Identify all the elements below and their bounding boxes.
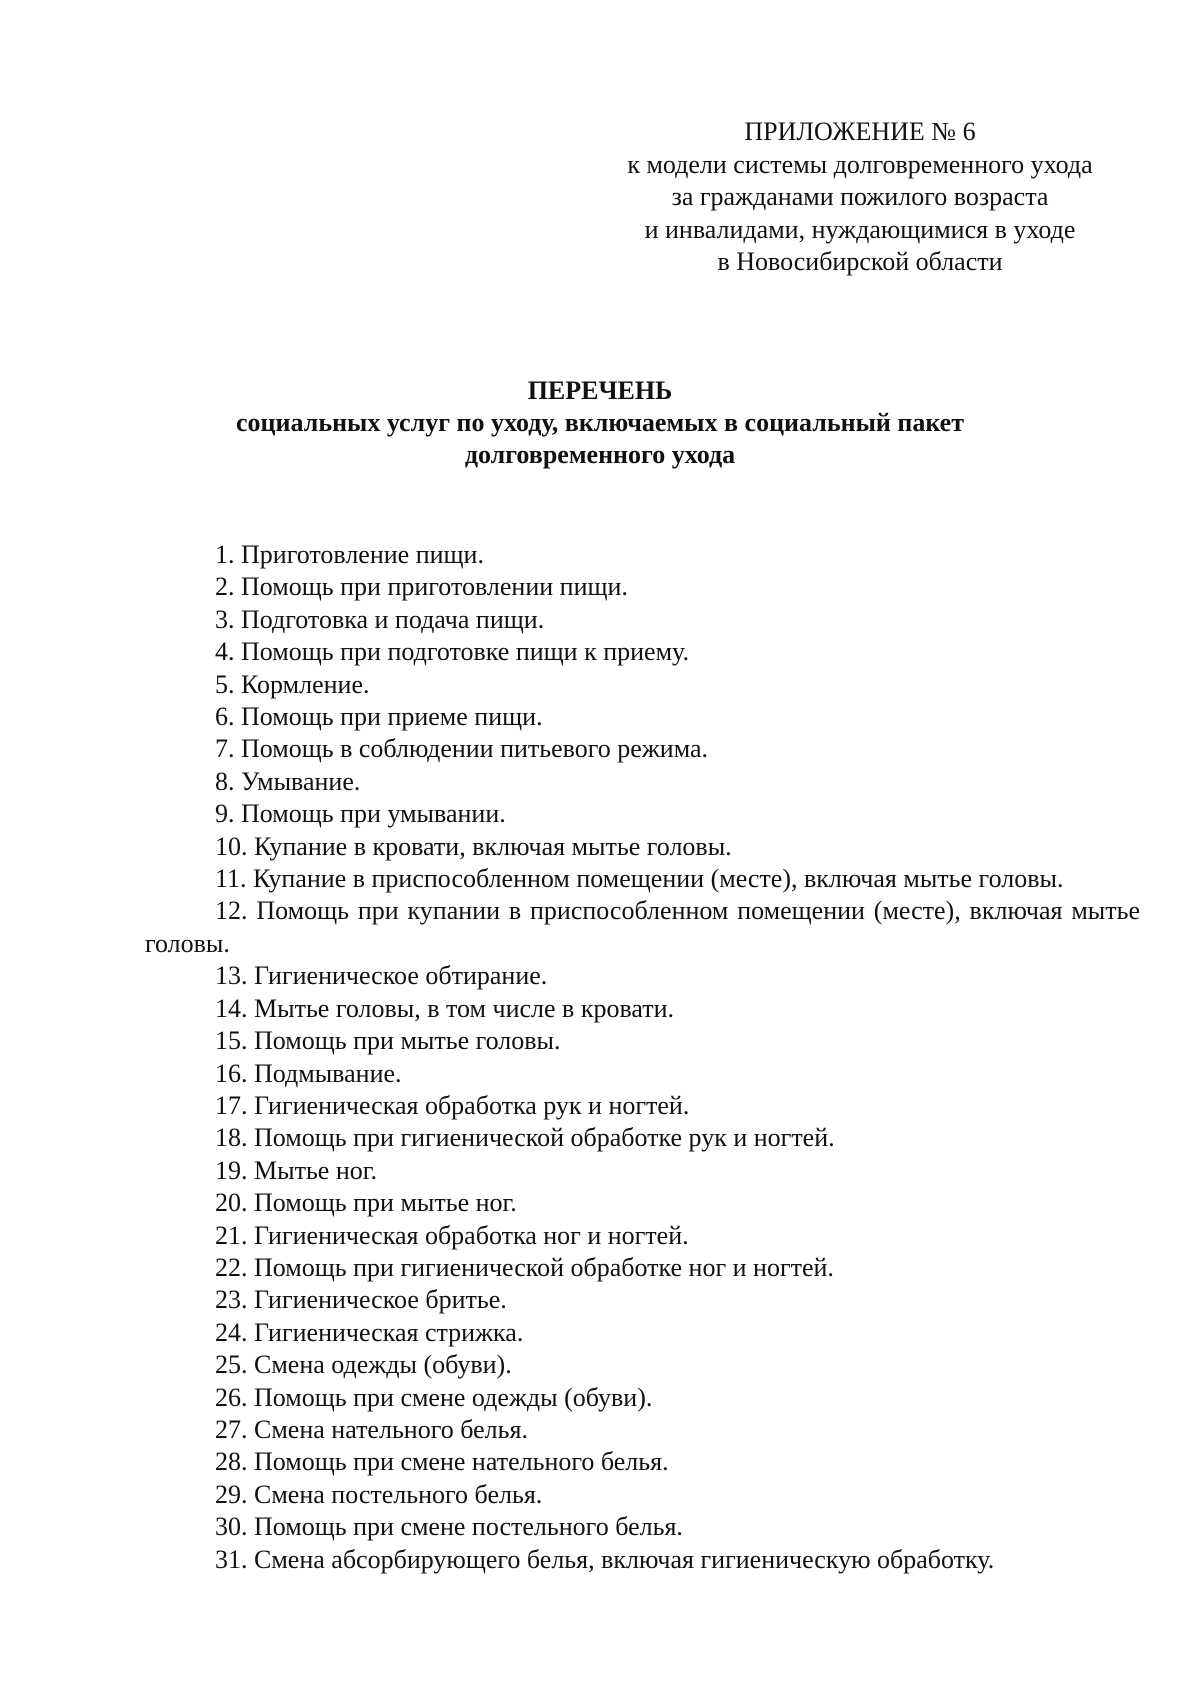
document-title — [145, 375, 1055, 471]
list-item: 2. Помощь при приготовлении пищи. — [215, 572, 628, 602]
list-item: 23. Гигиеническое бритье. — [215, 1285, 507, 1315]
list-item: 24. Гигиеническая стрижка. — [215, 1317, 524, 1347]
list-item: 5. Кормление. — [215, 669, 370, 699]
list-item: 19. Мытье ног. — [215, 1155, 377, 1185]
title-subtitle-line: социальных услуг по уходу, включаемых в социальный пакет — [236, 408, 964, 437]
list-item: 1. Приготовление пищи. — [215, 540, 484, 569]
title-heading: ПЕРЕЧЕНЬ — [527, 376, 673, 405]
list-item: 30. Помощь при смене постельного белья. — [215, 1512, 683, 1542]
list-item: 21. Гигиеническая обработка ног и ногтей. — [215, 1220, 689, 1250]
appendix-line: к модели системы долговременного ухода — [627, 149, 1093, 179]
list-item: 8. Умывание. — [215, 766, 361, 796]
list-item: 17. Гигиеническая обработка рук и ногтей. — [215, 1090, 690, 1120]
list-item: 16. Подмывание. — [215, 1058, 402, 1088]
list-item: 14. Мытье головы, в том числе в кровати. — [215, 993, 675, 1023]
list-item: 7. Помощь в соблюдении питьевого режима. — [215, 734, 709, 764]
list-item: 27. Смена нательного белья. — [215, 1414, 528, 1444]
list-item: 10. Купание в кровати, включая мытье головы. — [215, 831, 732, 861]
services-list — [145, 539, 1140, 1576]
appendix-line: и инвалидами, нуждающимися в уходе — [644, 214, 1076, 244]
list-item: 29. Смена постельного белья. — [215, 1479, 543, 1509]
list-item: 18. Помощь при гигиенической обработке рук и ногтей. — [215, 1123, 835, 1153]
list-item: 25. Смена одежды (обуви). — [215, 1350, 512, 1380]
list-item: 22. Помощь при гигиенической обработке ног и ногтей. — [215, 1252, 834, 1282]
list-item: 26. Помощь при смене одежды (обуви). — [215, 1382, 653, 1412]
list-item: 28. Помощь при смене нательного белья. — [215, 1447, 669, 1477]
list-item: 31. Смена абсорбирующего белья, включая гигиеническую обработку. — [215, 1544, 995, 1574]
list-item: 12. Помощь при купании в приспособленном помещении (месте), включая мытье головы. — [145, 896, 1140, 958]
list-item: 6. Помощь при приеме пищи. — [215, 702, 543, 732]
appendix-number: ПРИЛОЖЕНИЕ № 6 — [744, 117, 976, 146]
list-item: 9. Помощь при умывании. — [215, 799, 506, 829]
list-item: 3. Подготовка и подача пищи. — [215, 604, 545, 634]
list-item: 13. Гигиеническое обтирание. — [215, 961, 548, 991]
list-item: 11. Купание в приспособленном помещении (месте), включая мытье головы. — [215, 864, 1064, 894]
appendix-header — [590, 116, 1130, 279]
list-item: 20. Помощь при мытье ног. — [215, 1188, 517, 1218]
list-item: 4. Помощь при подготовке пищи к приему. — [215, 637, 689, 667]
list-item: 15. Помощь при мытье головы. — [215, 1026, 561, 1056]
appendix-line: в Новосибирской области — [717, 247, 1003, 276]
title-subtitle-line: долговременного ухода — [464, 440, 736, 469]
appendix-line: за гражданами пожилого возраста — [671, 182, 1049, 211]
